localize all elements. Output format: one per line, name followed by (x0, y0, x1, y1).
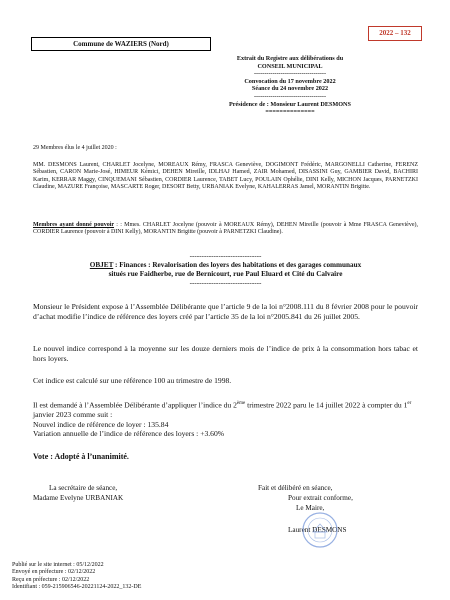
paragraph-4 (33, 399, 418, 439)
separator: ------------------------------ (189, 252, 262, 260)
p4-a: Il est demandé à l’Assemblée Délibérante d’appliquer l’indice du 2 (33, 400, 237, 410)
mayor-name: Laurent DESMONS (288, 526, 347, 534)
le-maire: Le Maire, (296, 504, 325, 512)
objet-label: OBJET (89, 261, 114, 269)
paragraph-4-line2: Nouvel indice de référence de loyer : 135.84 (33, 419, 169, 429)
reference-badge: 2022 – 132 (368, 26, 422, 41)
separator: ============== (265, 108, 315, 116)
extract-line1: Extrait du Registre aux délibérations du (236, 55, 344, 62)
separator: ----------------------------------- (253, 92, 327, 100)
secretary-signature (33, 483, 223, 503)
members-line: 29 Membres élus le 4 juillet 2020 : (33, 145, 117, 151)
objet-title-line1 (33, 261, 418, 270)
p4-sup1: ème (236, 401, 246, 406)
seance-date: Séance du 24 novembre 2022 (251, 85, 329, 93)
publie-date: Publié sur le site internet : 05/12/2022 (12, 562, 104, 568)
town-seal-stamp (300, 510, 340, 550)
secretary-name: Madame Evelyne URBANIAK (33, 494, 124, 502)
pouvoir-label: Membres ayant donné pouvoir (33, 222, 115, 228)
vote-result: Vote : Adopté à l’unanimité. (33, 452, 129, 461)
objet-block (33, 252, 418, 288)
extract-line2: CONSEIL MUNICIPAL (257, 62, 323, 70)
footer-info (12, 562, 141, 591)
recu-date: Reçu en préfecture : 02/12/2022 (12, 576, 90, 583)
convocation-date: Convocation du 17 novembre 2022 (244, 77, 336, 85)
paragraph-4-line1 (33, 399, 418, 420)
p4-c: janvier 2023 comme suit : (33, 410, 113, 420)
objet-title-line2: situés rue Faidherbe, rue de Bernicourt, rue Paul Eluard et Cité du Calvaire (108, 270, 343, 278)
fait-delibere: Fait et délibéré en séance, (258, 484, 333, 492)
register-header (210, 55, 370, 116)
p4-b: trimestre 2022 paru le 14 juillet 2022 à compter du 1 (245, 400, 408, 410)
p4-sup2: er (407, 401, 412, 406)
commune-box: Commune de WAZIERS (Nord) (31, 37, 211, 51)
separator: ----------------------------------- (253, 70, 327, 78)
identifiant: Identifiant : 059-215906546-20221124-2022_132-DE (12, 583, 142, 590)
secretary-title: La secrétaire de séance, (49, 484, 118, 492)
presidence: Présidence de : Monsieur Laurent DESMONS (229, 100, 351, 108)
separator: ------------------------------ (189, 279, 262, 287)
pour-extrait: Pour extrait conforme, (288, 494, 353, 502)
objet-title: : Finances : Revalorisation des loyers des habitations et des garages communaux (113, 261, 362, 269)
present-list: MM. DESMONS Laurent, CHARLET Jocelyne, MOREAUX Rémy, FRASCA Geneviève, DOGIMONT Frédéric, MARGONELLI Catherine, FERENZ Sébastien, CARON Marie-José, HIMEUR Kémici, DEHEN Mireille, IDLHAJ Hamed, ZAIR Mohamed, DISASSINI Guy, GAMBIER David, BACHIRI Karim, KERRAR Maggy, CINQUEMANI Sébastien, CORDIER Laurence, TABET Lucy, POULAIN Ophélie, DINI Kelly, MICHON Jacques, PARNETZKI Claudine, MAZURE Françoise, MASCARTE Roger, DESORT Betty, URBANIAK Evelyne, KAHALERRAS Jamel, MORANTIN Brigitte. (33, 162, 418, 191)
paragraph-2: Le nouvel indice correspond à la moyenne sur les douze derniers mois de l’indice de prix à la consommation hors tabac et hors loyers. (33, 344, 418, 363)
paragraph-4-line3: Variation annuelle de l’indice de référence des loyers : +3.60% (33, 429, 225, 439)
paragraph-1: Monsieur le Président expose à l’Assemblée Délibérante que l’article 9 de la loi n°2008.111 du 8 février 2008 pour le pouvoir d’achat modifie l’indice de référence des loyers créé par l’article 35 de la loi n°2005.841 du 26 juillet 2005. (33, 302, 418, 321)
pouvoirs (33, 222, 418, 237)
paragraph-3: Cet indice est calculé sur une référence 100 au trimestre de 1998. (33, 376, 232, 385)
envoye-date: Envoyé en préfecture : 02/12/2022 (12, 569, 96, 576)
pouvoir-text: : : Mmes. CHARLET Jocelyne (pouvoir à MOREAUX Rémy), DEHEN Mireille (pouvoir à Mme FRASCA Geneviève), CORDIER Laurence (pouvoir à DINI Kelly), MORANTIN Brigitte (pouvoir à PARNETZKI Claudine). (33, 222, 418, 236)
mayor-signature (258, 483, 428, 513)
